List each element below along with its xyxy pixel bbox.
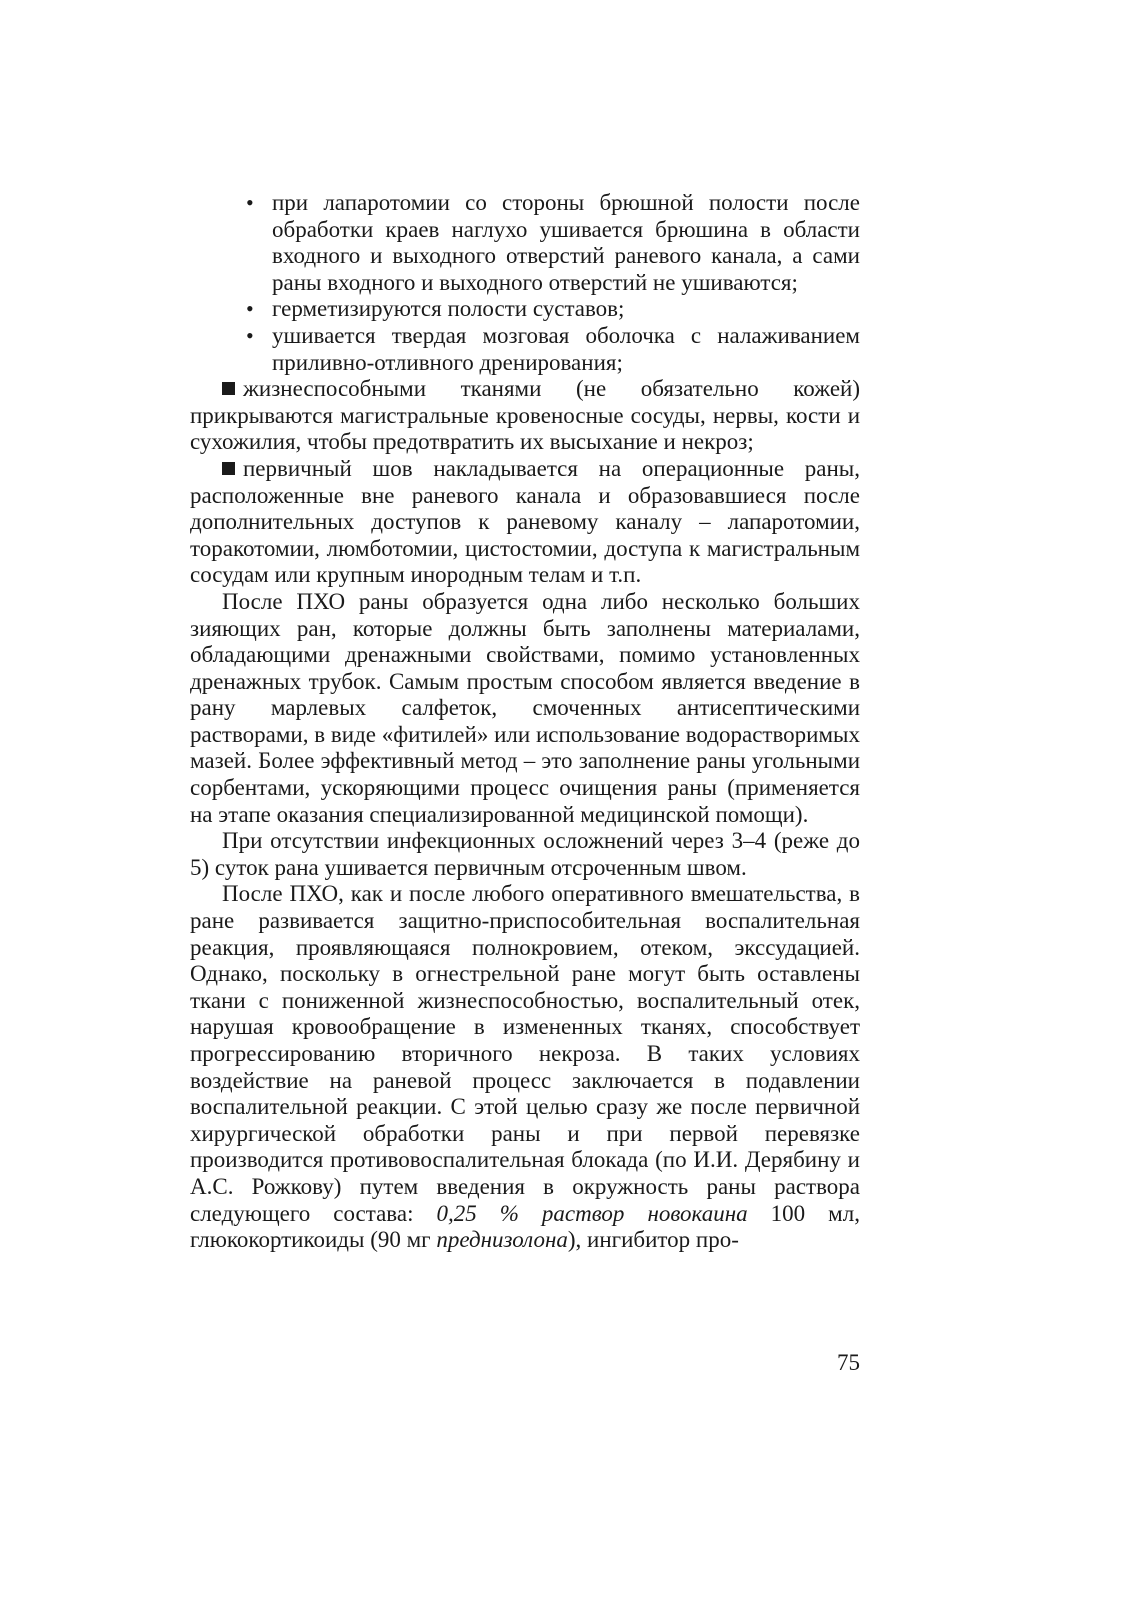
square-list-item <box>190 376 860 456</box>
paragraph <box>190 881 860 1253</box>
paragraph-text: После ПХО, как и после любого оперативного вмешательства, в ране развивается защитно-приспособительная воспалительная реакция, проявляющаяся полнокровием, отеком, экссудацией. Однако, поскольку в огнестрельной ране могут быть оставлены ткани с пониженной жизнеспособностью, воспалительный отек, нарушая кровообращение в измененных тканях, способствует прогрессированию вторичного некроза. В таких условиях воздействие на раневой процесс заключается в подавлении воспалительной реакции. С этой целью сразу же после первичной хирургической обработки раны и при первой перевязке производится противовоспалительная блокада (по И.И. Дерябину и А.С. Рожкову) путем введения в окружность раны раствора следующего состава: <box>190 881 860 1226</box>
bullet-text: герметизируются полости суставов; <box>272 296 625 322</box>
bullet-text: ушивается твердая мозговая оболочка с налаживанием приливно-отливного дренирования; <box>272 322 860 375</box>
drug-name-italic: 0,25 % раствор новокаина <box>436 1200 748 1226</box>
square-item-text: первичный шов накладывается на операционные раны, расположенные вне раневого канала и образовавшиеся после дополнительных доступов к раневому каналу – лапаротомии, торакотомии, люмботомии, цистостомии, доступа к магистральным сосудам или крупным инородным телам и т.п. <box>190 455 860 588</box>
bullet-text: при лапаротомии со стороны брюшной полости после обработки краев наглухо ушивается брюшина в области входного и выходного отверстий раневого канала, а сами раны входного и выходного отверстий не ушиваются; <box>272 190 860 295</box>
bullet-dot-icon: • <box>246 322 254 348</box>
list-item <box>190 323 860 376</box>
bullet-list <box>190 190 860 376</box>
page-number: 75 <box>837 1350 860 1375</box>
paragraph-text: 100 мл, глюкокортикоиды (90 мг <box>190 1200 860 1253</box>
paragraph-text: ), ингибитор про- <box>567 1227 739 1253</box>
square-bullet-icon <box>222 382 235 395</box>
bullet-dot-icon: • <box>246 190 254 215</box>
paragraph: При отсутствии инфекционных осложнений через 3–4 (реже до 5) суток рана ушивается первичным отсроченным швом. <box>190 828 860 880</box>
drug-name-italic: преднизолона <box>436 1227 568 1253</box>
square-item-text: жизнеспособными тканями (не обязательно кожей) прикрываются магистральные кровеносные сосуды, нервы, кости и сухожилия, чтобы предотвратить их высыхание и некроз; <box>190 376 860 455</box>
list-item <box>190 190 860 296</box>
paragraph: После ПХО раны образуется одна либо несколько больших зияющих ран, которые должны быть заполнены материалами, обладающими дренажными свойствами, помимо установленных дренажных трубок. Самым простым способом является введение в рану марлевых салфеток, смоченных антисептическими растворами, в виде «фитилей» или использование водорастворимых мазей. Более эффективный метод – это заполнение раны угольными сорбентами, ускоряющими процесс очищения раны (применяется на этапе оказания специализированной медицинской помощи). <box>190 588 860 827</box>
body-text <box>190 190 860 1254</box>
bullet-dot-icon: • <box>246 296 254 322</box>
list-item <box>190 296 860 323</box>
square-bullet-icon <box>222 462 235 475</box>
square-list-item <box>190 456 860 589</box>
